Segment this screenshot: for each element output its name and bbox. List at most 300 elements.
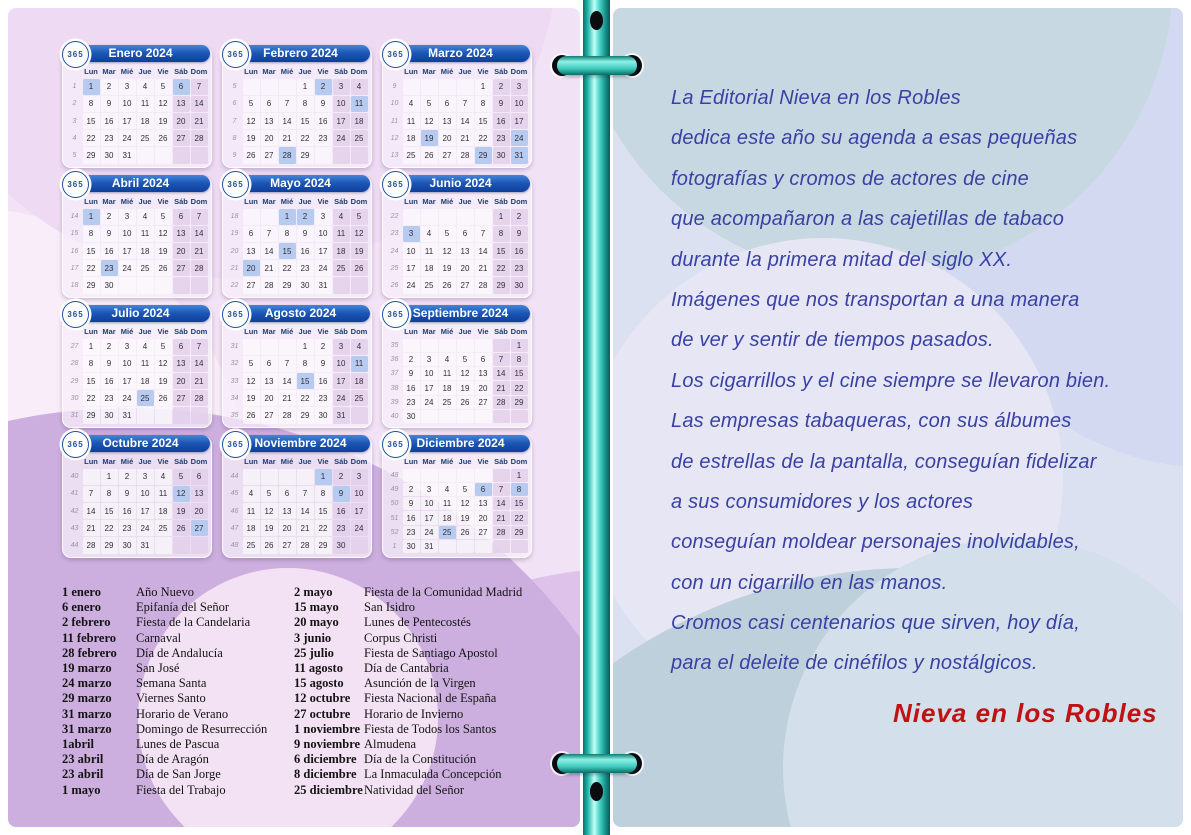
day-cell: 2 xyxy=(403,483,420,496)
day-cell: 26 xyxy=(351,260,368,276)
week-number: 52 xyxy=(390,528,399,536)
day-cell: 15 xyxy=(83,113,100,129)
day-cell: 10 xyxy=(351,486,368,502)
week-number: 40 xyxy=(390,413,399,421)
day-cell: 29 xyxy=(279,277,296,293)
day-cell: 10 xyxy=(119,96,136,112)
day-cell: 7 xyxy=(475,226,492,242)
day-cell: 19 xyxy=(457,511,474,524)
day-cell: 14 xyxy=(279,373,296,389)
day-cell: 11 xyxy=(333,226,350,242)
day-cell: 22 xyxy=(475,130,492,146)
day-cell: 14 xyxy=(457,113,474,129)
day-cell: 7 xyxy=(191,339,208,355)
day-cell: 12 xyxy=(457,367,474,380)
weekday-label: Dom xyxy=(190,197,208,206)
day-cell xyxy=(457,540,474,553)
weekday-label: Sáb xyxy=(334,457,348,466)
weekday-label: Mar xyxy=(102,67,116,76)
day-cell: 24 xyxy=(333,390,350,406)
weekday-label: Sáb xyxy=(174,67,188,76)
day-cell: 14 xyxy=(475,243,492,259)
day-cell: 19 xyxy=(351,243,368,259)
week-number: 40 xyxy=(70,473,79,481)
week-row xyxy=(227,390,368,407)
week-row xyxy=(67,225,208,242)
holiday-name: Natividad del Señor xyxy=(364,782,464,797)
day-cell: 13 xyxy=(243,243,260,259)
day-cell: 26 xyxy=(457,396,474,409)
week-number: 20 xyxy=(230,247,239,255)
week-number: 4 xyxy=(72,134,77,142)
day-cell: 4 xyxy=(439,483,456,496)
month-panel xyxy=(62,306,212,428)
month-title: Junio 2024 xyxy=(391,175,530,192)
day-cell xyxy=(439,339,456,352)
weekday-label: Mié xyxy=(120,327,134,336)
day-cell xyxy=(173,147,190,163)
week-row xyxy=(67,242,208,259)
holiday-date: 1 enero xyxy=(62,585,101,599)
rod-hole-bottom-icon xyxy=(590,782,603,801)
weekday-label: Vie xyxy=(157,327,169,336)
badge-365: 365 xyxy=(222,301,249,328)
day-cell: 15 xyxy=(493,243,510,259)
week-number: 46 xyxy=(230,507,239,515)
day-cell: 19 xyxy=(243,390,260,406)
day-cell: 20 xyxy=(475,511,492,524)
day-cell: 7 xyxy=(493,483,510,496)
weekday-label: Vie xyxy=(317,457,329,466)
day-cell xyxy=(279,79,296,95)
day-cell: 29 xyxy=(493,277,510,293)
holiday-date: 2 mayo xyxy=(294,585,333,599)
week-row xyxy=(387,78,528,95)
weekday-label: Mar xyxy=(102,197,116,206)
day-cell: 31 xyxy=(315,277,332,293)
day-cell: 29 xyxy=(83,277,100,293)
month-body xyxy=(387,456,528,554)
day-cell: 22 xyxy=(83,390,100,406)
day-cell: 25 xyxy=(333,260,350,276)
day-cell xyxy=(475,410,492,423)
day-cell: 26 xyxy=(155,260,172,276)
day-cell: 29 xyxy=(297,407,314,423)
day-cell: 3 xyxy=(119,339,136,355)
weekday-label: Mié xyxy=(120,197,134,206)
day-cell: 13 xyxy=(475,497,492,510)
week-number: 13 xyxy=(390,151,399,159)
day-cell xyxy=(137,147,154,163)
weekday-label: Mié xyxy=(280,67,294,76)
day-cell: 10 xyxy=(511,96,528,112)
day-cell: 16 xyxy=(101,373,118,389)
day-cell: 22 xyxy=(315,520,332,536)
intro-line: dedica este año su agenda a esas pequeñas xyxy=(671,127,1078,150)
week-row xyxy=(227,260,368,277)
day-cell: 7 xyxy=(279,96,296,112)
day-cell: 22 xyxy=(493,260,510,276)
day-cell xyxy=(173,407,190,423)
day-cell: 14 xyxy=(191,96,208,112)
week-row xyxy=(387,242,528,259)
day-cell: 8 xyxy=(83,356,100,372)
week-row xyxy=(387,130,528,147)
week-number: 18 xyxy=(70,281,79,289)
week-number: 14 xyxy=(70,213,79,221)
weekday-header-row xyxy=(387,66,528,78)
month-body xyxy=(227,196,368,294)
day-cell: 29 xyxy=(511,396,528,409)
day-cell: 25 xyxy=(137,260,154,276)
week-number: 44 xyxy=(70,541,79,549)
weekday-label: Mar xyxy=(262,327,276,336)
day-cell: 10 xyxy=(119,226,136,242)
day-cell: 7 xyxy=(83,486,100,502)
weekday-label: Dom xyxy=(350,327,368,336)
day-cell: 3 xyxy=(119,209,136,225)
day-cell: 20 xyxy=(457,260,474,276)
intro-line: Las empresas tabaqueras, con sus álbumes xyxy=(671,410,1072,433)
week-row xyxy=(227,468,368,485)
day-cell: 21 xyxy=(191,373,208,389)
day-cell: 19 xyxy=(155,243,172,259)
day-cell: 27 xyxy=(261,407,278,423)
day-cell: 24 xyxy=(333,130,350,146)
weekday-label: Sáb xyxy=(174,327,188,336)
weekday-label: Dom xyxy=(350,457,368,466)
day-cell: 16 xyxy=(403,381,420,394)
month-panel xyxy=(222,176,372,298)
day-cell: 22 xyxy=(83,260,100,276)
weekday-header-row xyxy=(67,196,208,208)
week-number: 12 xyxy=(390,134,399,142)
day-cell xyxy=(279,469,296,485)
day-cell: 20 xyxy=(439,130,456,146)
day-cell: 23 xyxy=(101,130,118,146)
month-body xyxy=(67,196,208,294)
month-body xyxy=(227,456,368,554)
day-cell xyxy=(511,410,528,423)
day-cell xyxy=(403,339,420,352)
holiday-date: 15 agosto xyxy=(294,676,344,691)
day-cell: 24 xyxy=(421,396,438,409)
day-cell: 17 xyxy=(403,260,420,276)
week-number: 22 xyxy=(390,213,399,221)
day-cell: 10 xyxy=(119,356,136,372)
weekday-label: Lun xyxy=(244,197,258,206)
weekday-label: Jue xyxy=(298,197,312,206)
week-number: 5 xyxy=(72,151,77,159)
day-cell: 26 xyxy=(155,390,172,406)
day-cell: 13 xyxy=(439,113,456,129)
day-cell: 27 xyxy=(475,526,492,539)
weekday-label: Sáb xyxy=(334,327,348,336)
holiday-date: 31 marzo xyxy=(62,721,112,736)
weekday-label: Mié xyxy=(440,327,454,336)
intro-line: de ver y sentir de tiempos pasados. xyxy=(671,329,994,352)
day-cell: 12 xyxy=(155,96,172,112)
day-cell: 20 xyxy=(173,113,190,129)
day-cell: 6 xyxy=(457,226,474,242)
weekday-label: Jue xyxy=(298,67,312,76)
week-number: 32 xyxy=(230,360,239,368)
day-cell: 24 xyxy=(119,260,136,276)
day-cell: 7 xyxy=(493,353,510,366)
weekday-label: Mié xyxy=(280,457,294,466)
day-cell: 27 xyxy=(191,520,208,536)
badge-365: 365 xyxy=(222,171,249,198)
week-number: 8 xyxy=(232,134,237,142)
week-number: 48 xyxy=(230,541,239,549)
day-cell xyxy=(511,540,528,553)
day-cell: 25 xyxy=(351,390,368,406)
day-cell: 19 xyxy=(173,503,190,519)
day-cell: 17 xyxy=(119,243,136,259)
week-number: 51 xyxy=(390,514,399,522)
weekday-label: Mar xyxy=(422,67,436,76)
holiday-name: Asunción de la Virgen xyxy=(364,676,476,691)
day-cell xyxy=(421,339,438,352)
day-cell xyxy=(351,277,368,293)
weekday-label: Vie xyxy=(477,67,489,76)
weekday-label: Mar xyxy=(262,67,276,76)
day-cell: 22 xyxy=(297,390,314,406)
day-cell xyxy=(421,410,438,423)
day-cell: 28 xyxy=(191,390,208,406)
weekday-label: Dom xyxy=(350,197,368,206)
weekday-header-row xyxy=(67,66,208,78)
holiday-name: Viernes Santo xyxy=(136,691,206,706)
week-row xyxy=(387,95,528,112)
day-cell xyxy=(191,277,208,293)
day-cell: 4 xyxy=(137,339,154,355)
weekday-label: Jue xyxy=(138,457,152,466)
day-cell: 25 xyxy=(351,130,368,146)
intro-page xyxy=(613,8,1183,827)
weekday-label: Mié xyxy=(440,67,454,76)
day-cell: 8 xyxy=(83,226,100,242)
day-cell: 31 xyxy=(421,540,438,553)
day-cell: 3 xyxy=(119,79,136,95)
month-title: Marzo 2024 xyxy=(391,45,530,62)
day-cell xyxy=(83,469,100,485)
holiday-date: 6 diciembre xyxy=(294,752,357,767)
day-cell: 25 xyxy=(243,537,260,553)
badge-365: 365 xyxy=(62,301,89,328)
day-cell: 28 xyxy=(475,277,492,293)
day-cell: 12 xyxy=(261,503,278,519)
day-cell: 21 xyxy=(493,511,510,524)
week-number: 33 xyxy=(230,377,239,385)
holiday-date: 1 noviembre xyxy=(294,721,361,736)
day-cell: 8 xyxy=(315,486,332,502)
day-cell: 14 xyxy=(493,367,510,380)
day-cell: 3 xyxy=(421,483,438,496)
weekday-header-row xyxy=(387,196,528,208)
day-cell xyxy=(475,469,492,482)
day-cell: 25 xyxy=(137,130,154,146)
badge-365: 365 xyxy=(382,301,409,328)
month-panel xyxy=(382,46,532,168)
holiday-date: 9 noviembre xyxy=(294,737,361,752)
signature: Nieva en los Robles xyxy=(893,698,1158,728)
day-cell: 28 xyxy=(297,537,314,553)
day-cell: 20 xyxy=(173,243,190,259)
day-cell: 13 xyxy=(475,367,492,380)
day-cell: 23 xyxy=(101,390,118,406)
holiday-name: La Inmaculada Concepción xyxy=(364,767,502,782)
holiday-name: Día de Cantabria xyxy=(364,661,449,676)
day-cell: 11 xyxy=(137,356,154,372)
day-cell: 4 xyxy=(243,486,260,502)
day-cell: 22 xyxy=(511,511,528,524)
weekday-label: Lun xyxy=(404,197,418,206)
day-cell: 20 xyxy=(279,520,296,536)
day-cell: 29 xyxy=(297,147,314,163)
week-number: 43 xyxy=(70,524,79,532)
day-cell: 24 xyxy=(315,260,332,276)
day-cell: 2 xyxy=(511,209,528,225)
day-cell: 31 xyxy=(333,407,350,423)
day-cell: 1 xyxy=(493,209,510,225)
day-cell: 26 xyxy=(155,130,172,146)
day-cell: 28 xyxy=(261,277,278,293)
week-row xyxy=(227,112,368,129)
day-cell: 14 xyxy=(261,243,278,259)
day-cell: 18 xyxy=(137,113,154,129)
day-cell: 26 xyxy=(243,407,260,423)
day-cell: 28 xyxy=(279,147,296,163)
day-cell: 18 xyxy=(439,511,456,524)
day-cell: 29 xyxy=(83,147,100,163)
day-cell: 25 xyxy=(403,147,420,163)
day-cell: 17 xyxy=(315,243,332,259)
day-cell: 9 xyxy=(315,356,332,372)
week-number: 6 xyxy=(232,100,237,108)
day-cell: 15 xyxy=(101,503,118,519)
holiday-name: Lunes de Pentecostés xyxy=(364,615,471,630)
weekday-label: Lun xyxy=(84,327,98,336)
holiday-date: 15 mayo xyxy=(294,600,339,615)
day-cell xyxy=(119,277,136,293)
binder-rod xyxy=(583,0,610,835)
day-cell: 16 xyxy=(315,373,332,389)
holiday-date: 28 febrero xyxy=(62,645,117,660)
day-cell: 1 xyxy=(297,339,314,355)
badge-365: 365 xyxy=(62,41,89,68)
day-cell: 28 xyxy=(83,537,100,553)
day-cell xyxy=(191,537,208,553)
week-row xyxy=(67,130,208,147)
weekday-label: Sáb xyxy=(334,67,348,76)
badge-365: 365 xyxy=(382,171,409,198)
day-cell: 26 xyxy=(173,520,190,536)
holiday-name: Fiesta del Trabajo xyxy=(136,782,226,797)
week-number: 9 xyxy=(232,151,237,159)
day-cell: 29 xyxy=(511,526,528,539)
day-cell: 19 xyxy=(439,260,456,276)
day-cell: 23 xyxy=(297,260,314,276)
day-cell xyxy=(351,147,368,163)
weekday-header-row xyxy=(227,196,368,208)
day-cell: 11 xyxy=(439,367,456,380)
intro-line: Imágenes que nos transportan a una manera xyxy=(671,288,1080,311)
day-cell: 4 xyxy=(137,79,154,95)
day-cell: 30 xyxy=(315,407,332,423)
month-title: Octubre 2024 xyxy=(71,435,210,452)
day-cell xyxy=(191,147,208,163)
week-number: 2 xyxy=(72,100,77,108)
day-cell: 28 xyxy=(191,260,208,276)
weekday-header-row xyxy=(387,326,528,338)
weekday-label: Lun xyxy=(84,67,98,76)
month-title: Septiembre 2024 xyxy=(391,305,530,322)
weekday-label: Lun xyxy=(244,457,258,466)
day-cell: 30 xyxy=(101,147,118,163)
day-cell xyxy=(439,410,456,423)
day-cell: 17 xyxy=(333,373,350,389)
weekday-label: Mié xyxy=(440,197,454,206)
day-cell: 11 xyxy=(403,113,420,129)
day-cell: 10 xyxy=(333,96,350,112)
week-number: 9 xyxy=(392,83,397,91)
week-number: 17 xyxy=(70,264,79,272)
holiday-name: Año Nuevo xyxy=(136,585,194,599)
day-cell: 15 xyxy=(83,373,100,389)
weekday-label: Dom xyxy=(510,457,528,466)
week-row xyxy=(387,147,528,164)
weekday-label: Lun xyxy=(404,67,418,76)
day-cell xyxy=(137,407,154,423)
day-cell: 4 xyxy=(155,469,172,485)
week-row xyxy=(227,242,368,259)
month-title: Abril 2024 xyxy=(71,175,210,192)
day-cell: 29 xyxy=(83,407,100,423)
month-body xyxy=(67,66,208,164)
day-cell: 28 xyxy=(457,147,474,163)
week-row xyxy=(387,540,528,554)
day-cell: 17 xyxy=(351,503,368,519)
day-cell: 15 xyxy=(83,243,100,259)
day-cell xyxy=(155,147,172,163)
weekday-label: Sáb xyxy=(334,197,348,206)
day-cell xyxy=(493,339,510,352)
week-row xyxy=(387,338,528,352)
holiday-date: 25 julio xyxy=(294,645,334,660)
week-number: 5 xyxy=(232,83,237,91)
day-cell: 12 xyxy=(155,226,172,242)
week-row xyxy=(227,208,368,225)
day-cell: 17 xyxy=(137,503,154,519)
day-cell: 8 xyxy=(493,226,510,242)
week-number: 41 xyxy=(70,490,79,498)
intro-line: fotografías y cromos de actores de cine xyxy=(671,167,1029,190)
month-body xyxy=(387,326,528,424)
day-cell: 8 xyxy=(511,353,528,366)
day-cell: 20 xyxy=(173,373,190,389)
day-cell: 9 xyxy=(119,486,136,502)
week-row xyxy=(387,482,528,496)
week-row xyxy=(227,130,368,147)
day-cell: 16 xyxy=(403,511,420,524)
day-cell xyxy=(279,339,296,355)
day-cell: 2 xyxy=(297,209,314,225)
day-cell: 30 xyxy=(101,407,118,423)
week-row xyxy=(387,410,528,424)
day-cell: 11 xyxy=(243,503,260,519)
week-number: 45 xyxy=(230,490,239,498)
